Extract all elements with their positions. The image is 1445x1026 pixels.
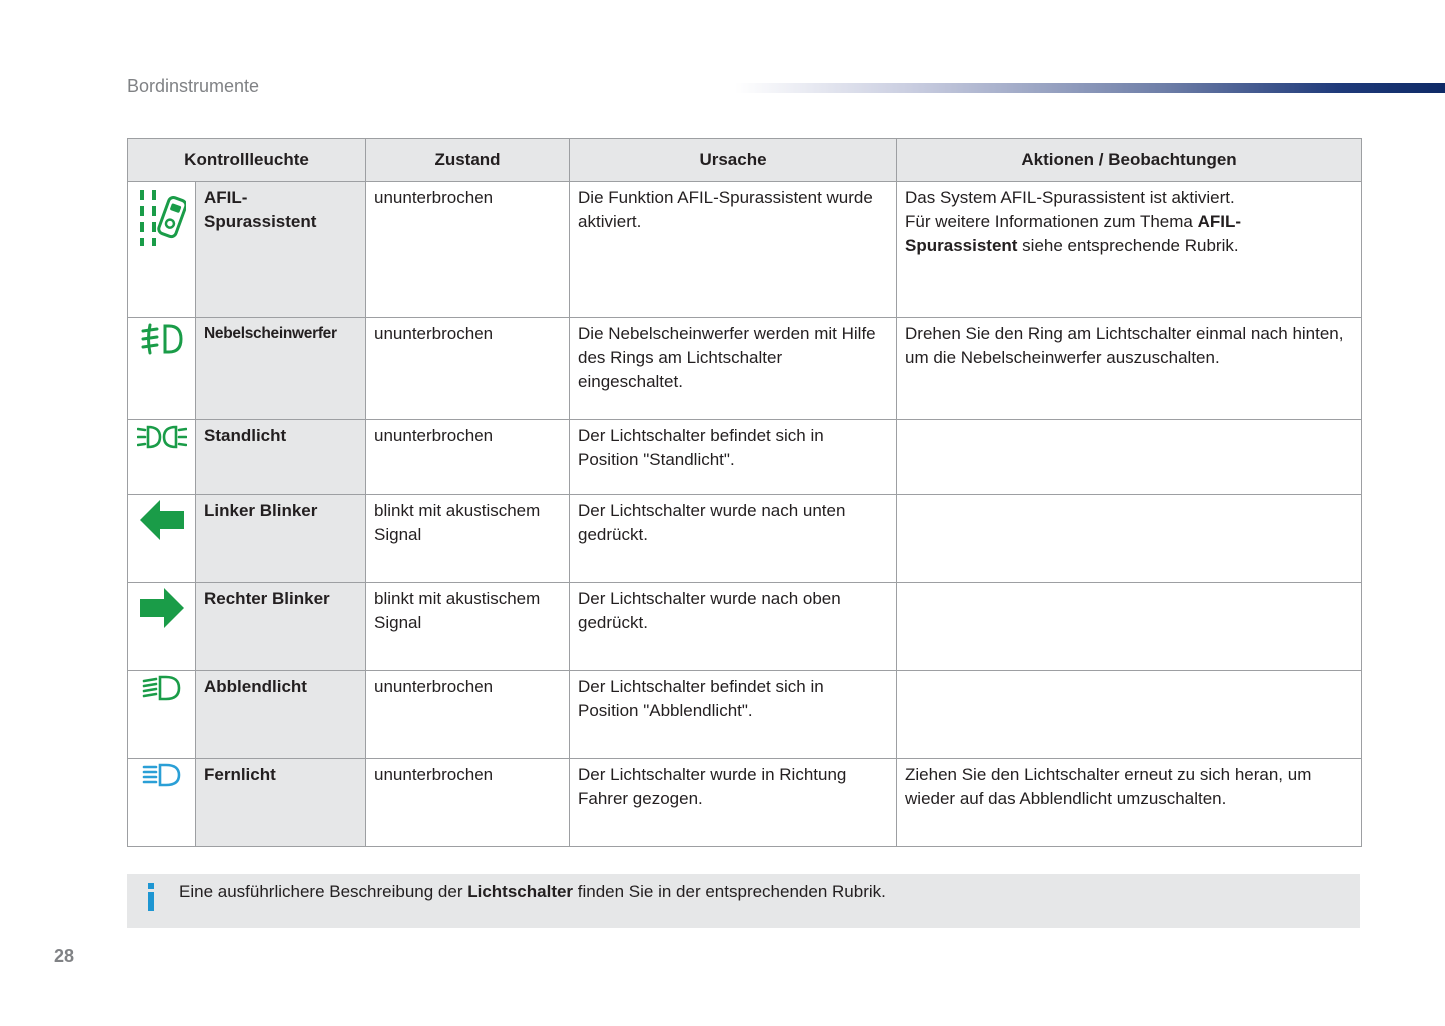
icon-cell xyxy=(128,182,196,318)
action-cell: Drehen Sie den Ring am Lichtschalter einmal nach hinten, um die Nebelscheinwerfer auszuschalten. xyxy=(897,318,1362,420)
info-text: Eine ausführlichere Beschreibung der Lichtschalter finden Sie in der entsprechenden Rubrik. xyxy=(179,882,886,901)
table-row xyxy=(128,671,1362,759)
cause-cell: Der Lichtschalter wurde nach oben gedrückt. xyxy=(570,583,897,671)
cause-cell: Die Nebelscheinwerfer werden mit Hilfe des Rings am Lichtschalter eingeschaltet. xyxy=(570,318,897,420)
table-row xyxy=(128,583,1362,671)
info-note xyxy=(127,874,1360,928)
header-gradient-bar xyxy=(735,83,1445,93)
state-cell: ununterbrochen xyxy=(366,182,570,318)
info-icon xyxy=(145,883,157,916)
dipped-beam-icon xyxy=(136,675,187,701)
cause-cell: Der Lichtschalter befindet sich in Position "Abblendlicht". xyxy=(570,671,897,759)
light-name-left-indicator: Linker Blinker xyxy=(196,495,366,583)
state-cell: ununterbrochen xyxy=(366,759,570,847)
table-row xyxy=(128,495,1362,583)
side-light-icon xyxy=(136,424,187,450)
table-row xyxy=(128,420,1362,495)
action-cell: Ziehen Sie den Lichtschalter erneut zu sich heran, um wieder auf das Abblendlicht umzuschalten. xyxy=(897,759,1362,847)
state-cell: ununterbrochen xyxy=(366,420,570,495)
action-cell xyxy=(897,583,1362,671)
info-link-term: Lichtschalter xyxy=(467,882,574,901)
afil-link-term: AFIL- xyxy=(1197,212,1242,231)
light-name-dipped-beam: Abblendlicht xyxy=(196,671,366,759)
column-header-zustand: Zustand xyxy=(366,139,570,182)
section-title: Bordinstrumente xyxy=(127,76,260,96)
cause-cell: Der Lichtschalter wurde nach unten gedrückt. xyxy=(570,495,897,583)
action-cell: Das System AFIL-Spurassistent ist aktiviert. Für weitere Informationen zum Thema AFIL- Spurassistent siehe entsprechende Rubrik. xyxy=(897,182,1362,318)
main-beam-icon xyxy=(136,763,187,787)
light-name-afil: AFIL- Spurassistent xyxy=(196,182,366,318)
table-row xyxy=(128,182,1362,318)
state-cell: blinkt mit akustischem Signal xyxy=(366,583,570,671)
state-cell: blinkt mit akustischem Signal xyxy=(366,495,570,583)
cause-cell: Der Lichtschalter wurde in Richtung Fahrer gezogen. xyxy=(570,759,897,847)
state-cell: ununterbrochen xyxy=(366,671,570,759)
icon-cell xyxy=(128,583,196,671)
light-name-right-indicator: Rechter Blinker xyxy=(196,583,366,671)
afil-link-term-cont: Spurassistent xyxy=(905,236,1018,255)
light-name-standlicht: Standlicht xyxy=(196,420,366,495)
front-fog-light-icon xyxy=(136,322,187,356)
column-header-kontrollleuchte: Kontrollleuchte xyxy=(128,139,366,182)
action-cell xyxy=(897,420,1362,495)
icon-cell xyxy=(128,759,196,847)
action-cell xyxy=(897,495,1362,583)
left-indicator-arrow-icon xyxy=(136,499,187,541)
right-indicator-arrow-icon xyxy=(136,587,187,629)
light-name-main-beam: Fernlicht xyxy=(196,759,366,847)
page-number: 28 xyxy=(54,946,75,966)
table-row xyxy=(128,318,1362,420)
action-cell xyxy=(897,671,1362,759)
icon-cell xyxy=(128,420,196,495)
state-cell: ununterbrochen xyxy=(366,318,570,420)
column-header-ursache: Ursache xyxy=(570,139,897,182)
icon-cell xyxy=(128,495,196,583)
table-row xyxy=(128,759,1362,847)
lane-assist-icon xyxy=(136,188,187,248)
column-header-aktionen: Aktionen / Beobachtungen xyxy=(897,139,1362,182)
warning-lights-table xyxy=(127,138,1362,847)
icon-cell xyxy=(128,671,196,759)
icon-cell xyxy=(128,318,196,420)
cause-cell: Der Lichtschalter befindet sich in Position "Standlicht". xyxy=(570,420,897,495)
light-name-fog: Nebelscheinwerfer xyxy=(196,318,366,420)
table-header-row xyxy=(128,139,1362,182)
cause-cell: Die Funktion AFIL-Spurassistent wurde aktiviert. xyxy=(570,182,897,318)
